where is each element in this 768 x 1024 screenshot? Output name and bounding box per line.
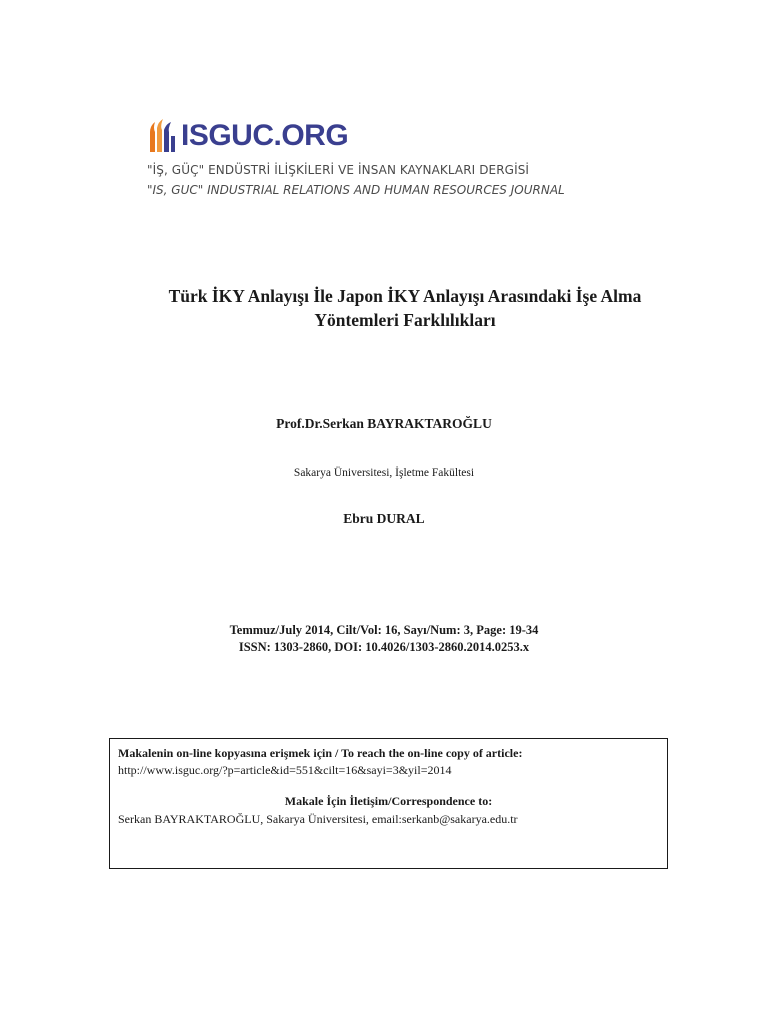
journal-name-turkish: "İŞ, GÜÇ" ENDÜSTRİ İLİŞKİLERİ VE İNSAN KAYNAKLARI DERGİSİ [147, 163, 530, 177]
article-title-line1: Türk İKY Anlayışı İle Japon İKY Anlayışı Arasındaki İşe Alma [168, 286, 642, 306]
author-affiliation: Sakarya Üniversitesi, İşletme Fakültesi [293, 467, 475, 479]
online-copy-link[interactable]: http://www.isguc.org/?p=article&id=551&cilt=16&sayi=3&yil=2014 [118, 763, 452, 777]
correspondence-heading: Makale İçin İletişim/Correspondence to: [284, 794, 493, 808]
correspondence-details: Serkan BAYRAKTAROĞLU, Sakarya Üniversitesi, email:serkanb@sakarya.edu.tr [118, 812, 518, 826]
author-primary: Prof.Dr.Serkan BAYRAKTAROĞLU [276, 416, 492, 431]
logo-text: ISGUC.ORG [181, 119, 349, 152]
citation-volume-info: Temmuz/July 2014, Cilt/Vol: 16, Sayı/Num: 3, Page: 19-34 [229, 623, 539, 637]
flame-logo-icon [147, 118, 177, 154]
citation-issn-doi: ISSN: 1303-2860, DOI: 10.4026/1303-2860.2014.0253.x [238, 640, 530, 654]
article-title-line2: Yöntemleri Farklılıkları [314, 310, 496, 330]
journal-logo [147, 116, 348, 156]
article-info-box [109, 738, 668, 869]
article-title [100, 284, 710, 332]
journal-name-english: "IS, GUC" INDUSTRIAL RELATIONS AND HUMAN RESOURCES JOURNAL [147, 183, 565, 197]
author-secondary: Ebru DURAL [343, 511, 425, 526]
online-copy-heading: Makalenin on-line kopyasına erişmek için / To reach the on-line copy of article: [118, 746, 523, 760]
